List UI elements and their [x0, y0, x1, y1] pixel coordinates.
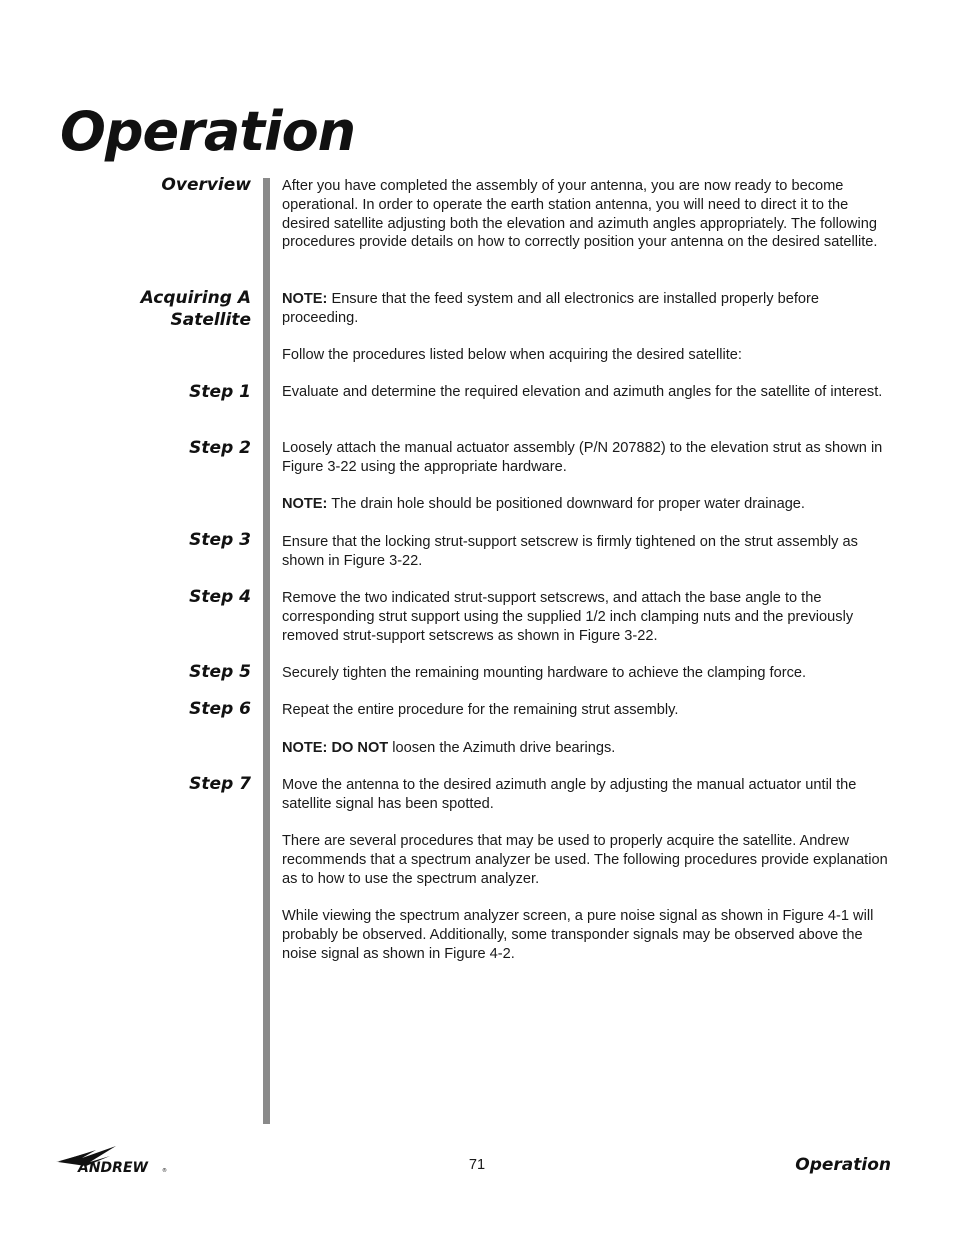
acquiring-heading-line1: Acquiring A	[140, 288, 251, 308]
acquiring-heading-line2: Satellite	[170, 310, 251, 330]
step-4-heading: Step 4	[189, 587, 251, 607]
overview-paragraph: After you have completed the assembly of your antenna, you are now ready to become operational. In order to operate the earth station antenna, you will need to direct it to the desired satellite adjusting both the elevation and azimuth angles appropriately. The following procedures provide details on how to correctly position your antenna on the desired satellite.	[282, 178, 878, 251]
step-7-text: Move the antenna to the desired azimuth angle by adjusting the manual actuator until the satellite signal has been spotted.	[282, 777, 857, 812]
step-1-heading: Step 1	[189, 382, 251, 402]
note-text: Ensure that the feed system and all electronics are installed properly before proceeding.	[282, 291, 819, 326]
note-text: loosen the Azimuth drive bearings.	[388, 740, 616, 756]
step-3-text: Ensure that the locking strut-support setscrew is firmly tightened on the strut assembly as shown in Figure 3-22.	[282, 534, 858, 569]
page-number: 71	[468, 1157, 486, 1173]
step-7-heading: Step 7	[189, 774, 251, 794]
step-2-heading: Step 2	[189, 438, 251, 458]
logo-wordmark: ANDREW	[78, 1160, 148, 1176]
overview-heading: Overview	[161, 175, 251, 195]
vertical-divider	[263, 178, 270, 1124]
follow-paragraph: Follow the procedures listed below when acquiring the desired satellite:	[282, 347, 742, 363]
note-drain-hole	[282, 495, 898, 514]
viewing-paragraph: While viewing the spectrum analyzer screen, a pure noise signal as shown in Figure 4-1 will probably be observed. Additionally, some transponder signals may be observed above the noise signal as shown in Figure 4-2.	[282, 908, 874, 962]
note-label: NOTE:	[282, 291, 328, 307]
step-2-text: Loosely attach the manual actuator assembly (P/N 207882) to the elevation strut as shown in Figure 3-22 using the appropriate hardware.	[282, 440, 883, 475]
procedures-paragraph: There are several procedures that may be used to properly acquire the satellite. Andrew recommends that a spectrum analyzer be used. The following procedures provide explanation as to how to use the spectrum analyzer.	[282, 833, 888, 887]
step-5-heading: Step 5	[189, 662, 251, 682]
svg-text:®: ®	[162, 1168, 167, 1174]
step-6-text: Repeat the entire procedure for the remaining strut assembly.	[282, 702, 679, 718]
page-title: Operation	[60, 100, 356, 163]
note-label: NOTE:	[282, 496, 328, 512]
step-5-text: Securely tighten the remaining mounting hardware to achieve the clamping force.	[282, 665, 807, 681]
step-6-heading: Step 6	[189, 699, 251, 719]
note-do-not	[282, 739, 898, 758]
step-1-text: Evaluate and determine the required elevation and azimuth angles for the satellite of interest.	[282, 384, 883, 400]
step-4-text: Remove the two indicated strut-support setscrews, and attach the base angle to the corresponding strut support using the supplied 1/2 inch clamping nuts and the previously removed strut-support setscrews as shown in Figure 3-22.	[282, 590, 854, 644]
footer-section-title: Operation	[795, 1155, 891, 1175]
note-label: NOTE: DO NOT	[282, 740, 389, 756]
note-feed-system	[282, 290, 898, 328]
note-text: The drain hole should be positioned downward for proper water drainage.	[327, 496, 805, 512]
step-3-heading: Step 3	[189, 530, 251, 550]
acquiring-satellite-heading	[141, 287, 251, 331]
